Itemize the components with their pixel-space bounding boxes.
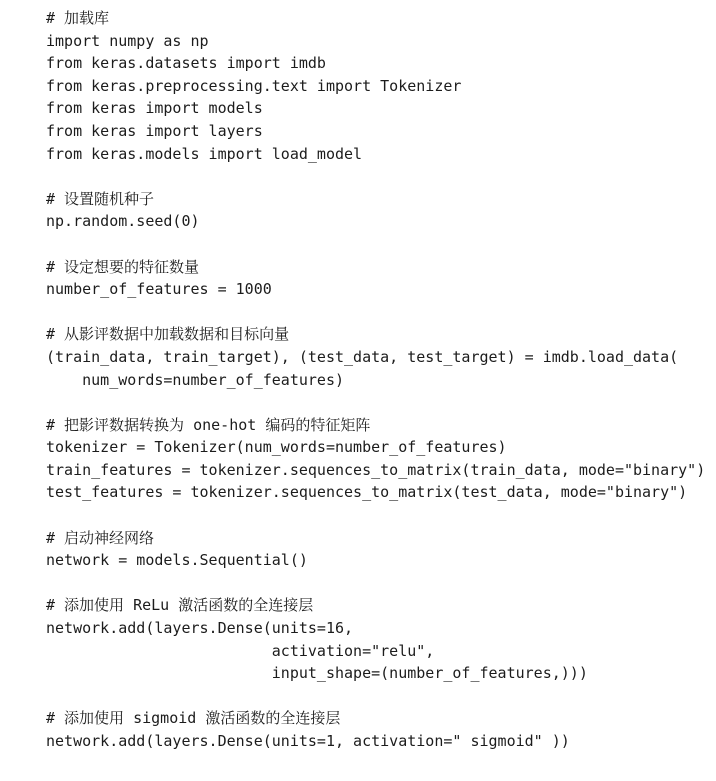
code-line: number_of_features = 1000 [46,280,272,299]
code-line: from keras import models [46,99,263,118]
code-comment: # 从影评数据中加载数据和目标向量 [46,325,290,344]
code-line: input_shape=(number_of_features,))) [46,664,588,683]
code-line: activation="relu", [46,641,435,660]
code-comment: # 添加使用 ReLu 激活函数的全连接层 [46,596,314,615]
code-line: network.add(layers.Dense(units=16, [46,619,354,638]
code-comment: # 把影评数据转换为 one-hot 编码的特征矩阵 [46,415,371,434]
code-comment: # 添加使用 sigmoid 激活函数的全连接层 [46,709,341,728]
code-line: network.add(layers.Dense(units=1, activation=" sigmoid" )) [46,732,570,750]
code-line: from keras.models import load_model [46,144,363,163]
code-line: network = models.Sequential() [46,551,308,570]
blank-line [46,504,705,527]
code-line: num_words=number_of_features) [46,370,345,389]
code-line: tokenizer = Tokenizer(num_words=number_of_features) [46,438,507,457]
code-line: (train_data, train_target), (test_data, test_target) = imdb.load_data( [46,347,679,366]
blank-line [46,391,705,414]
blank-line [46,233,705,256]
code-line: from keras.preprocessing.text import Tokenizer [46,76,462,95]
code-comment: # 加载库 [46,9,110,27]
code-comment: # 设定想要的特征数量 [46,257,200,276]
code-comment: # 设置随机种子 [46,189,155,208]
code-comment: # 启动神经网络 [46,528,155,547]
blank-line [46,301,705,324]
code-line: train_features = tokenizer.sequences_to_matrix(train_data, mode="binary") [46,460,706,479]
blank-line [46,572,705,595]
code-line: import numpy as np [46,31,209,50]
code-line: from keras.datasets import imdb [46,54,326,73]
blank-line [46,165,705,188]
code-line: test_features = tokenizer.sequences_to_matrix(test_data, mode="binary") [46,483,688,502]
code-line: from keras import layers [46,121,263,140]
code-block [46,7,705,753]
code-line: np.random.seed(0) [46,212,200,231]
blank-line [46,685,705,708]
